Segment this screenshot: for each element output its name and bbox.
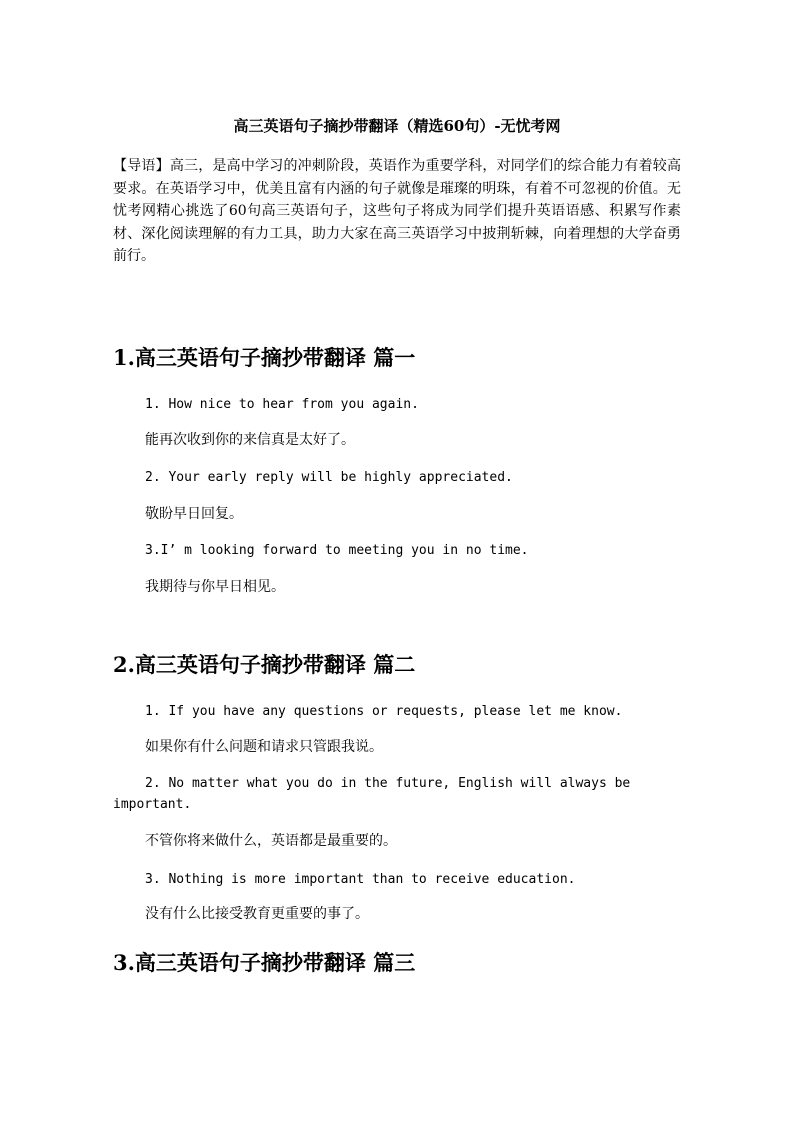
sentence-translation: 能再次收到你的来信真是太好了。 [145,432,355,448]
sentence-translation: 没有什么比接受教育更重要的事了。 [145,906,369,922]
section-heading-1: 1.高三英语句子摘抄带翻译 篇一 [113,345,416,370]
sentence-translation: 不管你将来做什么，英语都是最重要的。 [145,833,397,849]
section-heading-3: 3.高三英语句子摘抄带翻译 篇三 [113,950,416,975]
sentence-translation: 敬盼早日回复。 [145,506,243,522]
document-title: 高三英语句子摘抄带翻译（精选60句）-无忧考网 [233,117,561,135]
sentence-english: 3. Nothing is more important than to receive education. [145,872,576,887]
sentence-english: 2. No matter what you do in the future, English will always be important. [113,776,631,812]
sentence-english: 1. If you have any questions or requests, please let me know. [145,704,623,719]
sentence-english: 3.I’ m looking forward to meeting you in no time. [145,543,529,558]
intro-paragraph: 【导语】高三，是高中学习的冲刺阶段，英语作为重要学科，对同学们的综合能力有着较高要求。在英语学习中，优美且富有内涵的句子就像是璀璨的明珠，有着不可忽视的价值。无忧考网精心挑选了60句高三英语句子，这些句子将成为同学们提升英语语感、积累写作素材、深化阅读理解的有力工具，助力大家在高三英语学习中披荆斩棘，向着理想的大学奋勇前行。 [113,158,681,264]
sentence-english: 2. Your early reply will be highly appreciated. [145,470,513,485]
sentence-english: 1. How nice to hear from you again. [145,397,419,412]
sentence-translation: 我期待与你早日相见。 [145,579,285,595]
sentence-translation: 如果你有什么问题和请求只管跟我说。 [145,739,383,755]
section-heading-2: 2.高三英语句子摘抄带翻译 篇二 [113,652,416,677]
